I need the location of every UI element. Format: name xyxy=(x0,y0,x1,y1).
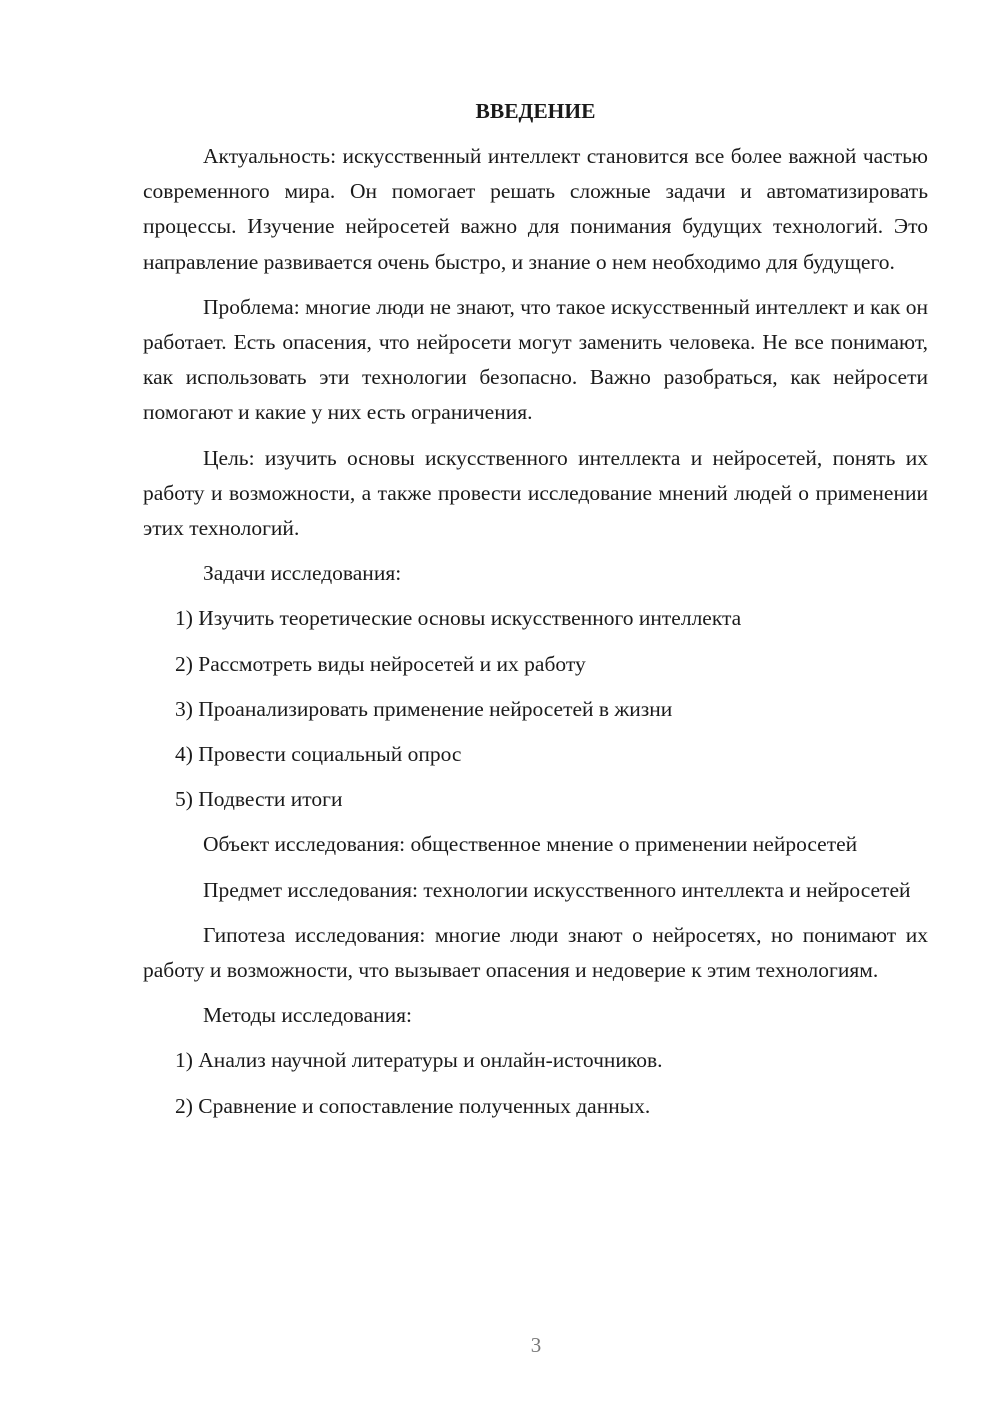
paragraph-object: Объект исследования: общественное мнение о применении нейросетей xyxy=(203,832,858,857)
paragraph-subject: Предмет исследования: технологии искусственного интеллекта и нейросетей xyxy=(203,877,911,902)
list-item: 4) Провести социальный опрос xyxy=(175,742,462,767)
list-item: 3) Проанализировать применение нейросетей в жизни xyxy=(175,696,673,721)
list-item: 2) Сравнение и сопоставление полученных данных. xyxy=(175,1093,651,1118)
list-item: 5) Подвести итоги xyxy=(175,787,343,812)
page-number: 3 xyxy=(530,1333,542,1357)
section-heading: ВВЕДЕНИЕ xyxy=(475,99,596,123)
methods-title: Методы исследования: xyxy=(203,1003,412,1028)
list-item: 2) Рассмотреть виды нейросетей и их работу xyxy=(175,651,586,676)
paragraph-relevance: Актуальность: искусственный интеллект становится все более важной частью современного мира. Он помогает решать сложные задачи и автоматизировать процессы. Изучение нейросетей важно для понимания будущих технологий. Это направление развивается очень быстро, и знание о нем необходимо для будущего. xyxy=(143,144,928,274)
list-item: 1) Изучить теоретические основы искусственного интеллекта xyxy=(175,606,742,631)
page-content xyxy=(143,94,928,1134)
list-item: 1) Анализ научной литературы и онлайн-источников. xyxy=(175,1048,663,1073)
paragraph-hypothesis: Гипотеза исследования: многие люди знают о нейросетях, но понимают их работу и возможности, что вызывает опасения и недоверие к этим технологиям. xyxy=(143,922,928,983)
tasks-list xyxy=(143,601,928,817)
paragraph-goal: Цель: изучить основы искусственного интеллекта и нейросетей, понять их работу и возможности, а также провести исследование мнений людей о применении этих технологий. xyxy=(143,445,928,541)
tasks-title: Задачи исследования: xyxy=(203,561,402,586)
methods-list xyxy=(143,1043,928,1123)
paragraph-problem: Проблема: многие люди не знают, что такое искусственный интеллект и как он работает. Есть опасения, что нейросети могут заменить человека. Не все понимают, как использовать эти технологии безопасно. Важно разобраться, как нейросети помогают и какие у них есть ограничения. xyxy=(143,294,928,425)
